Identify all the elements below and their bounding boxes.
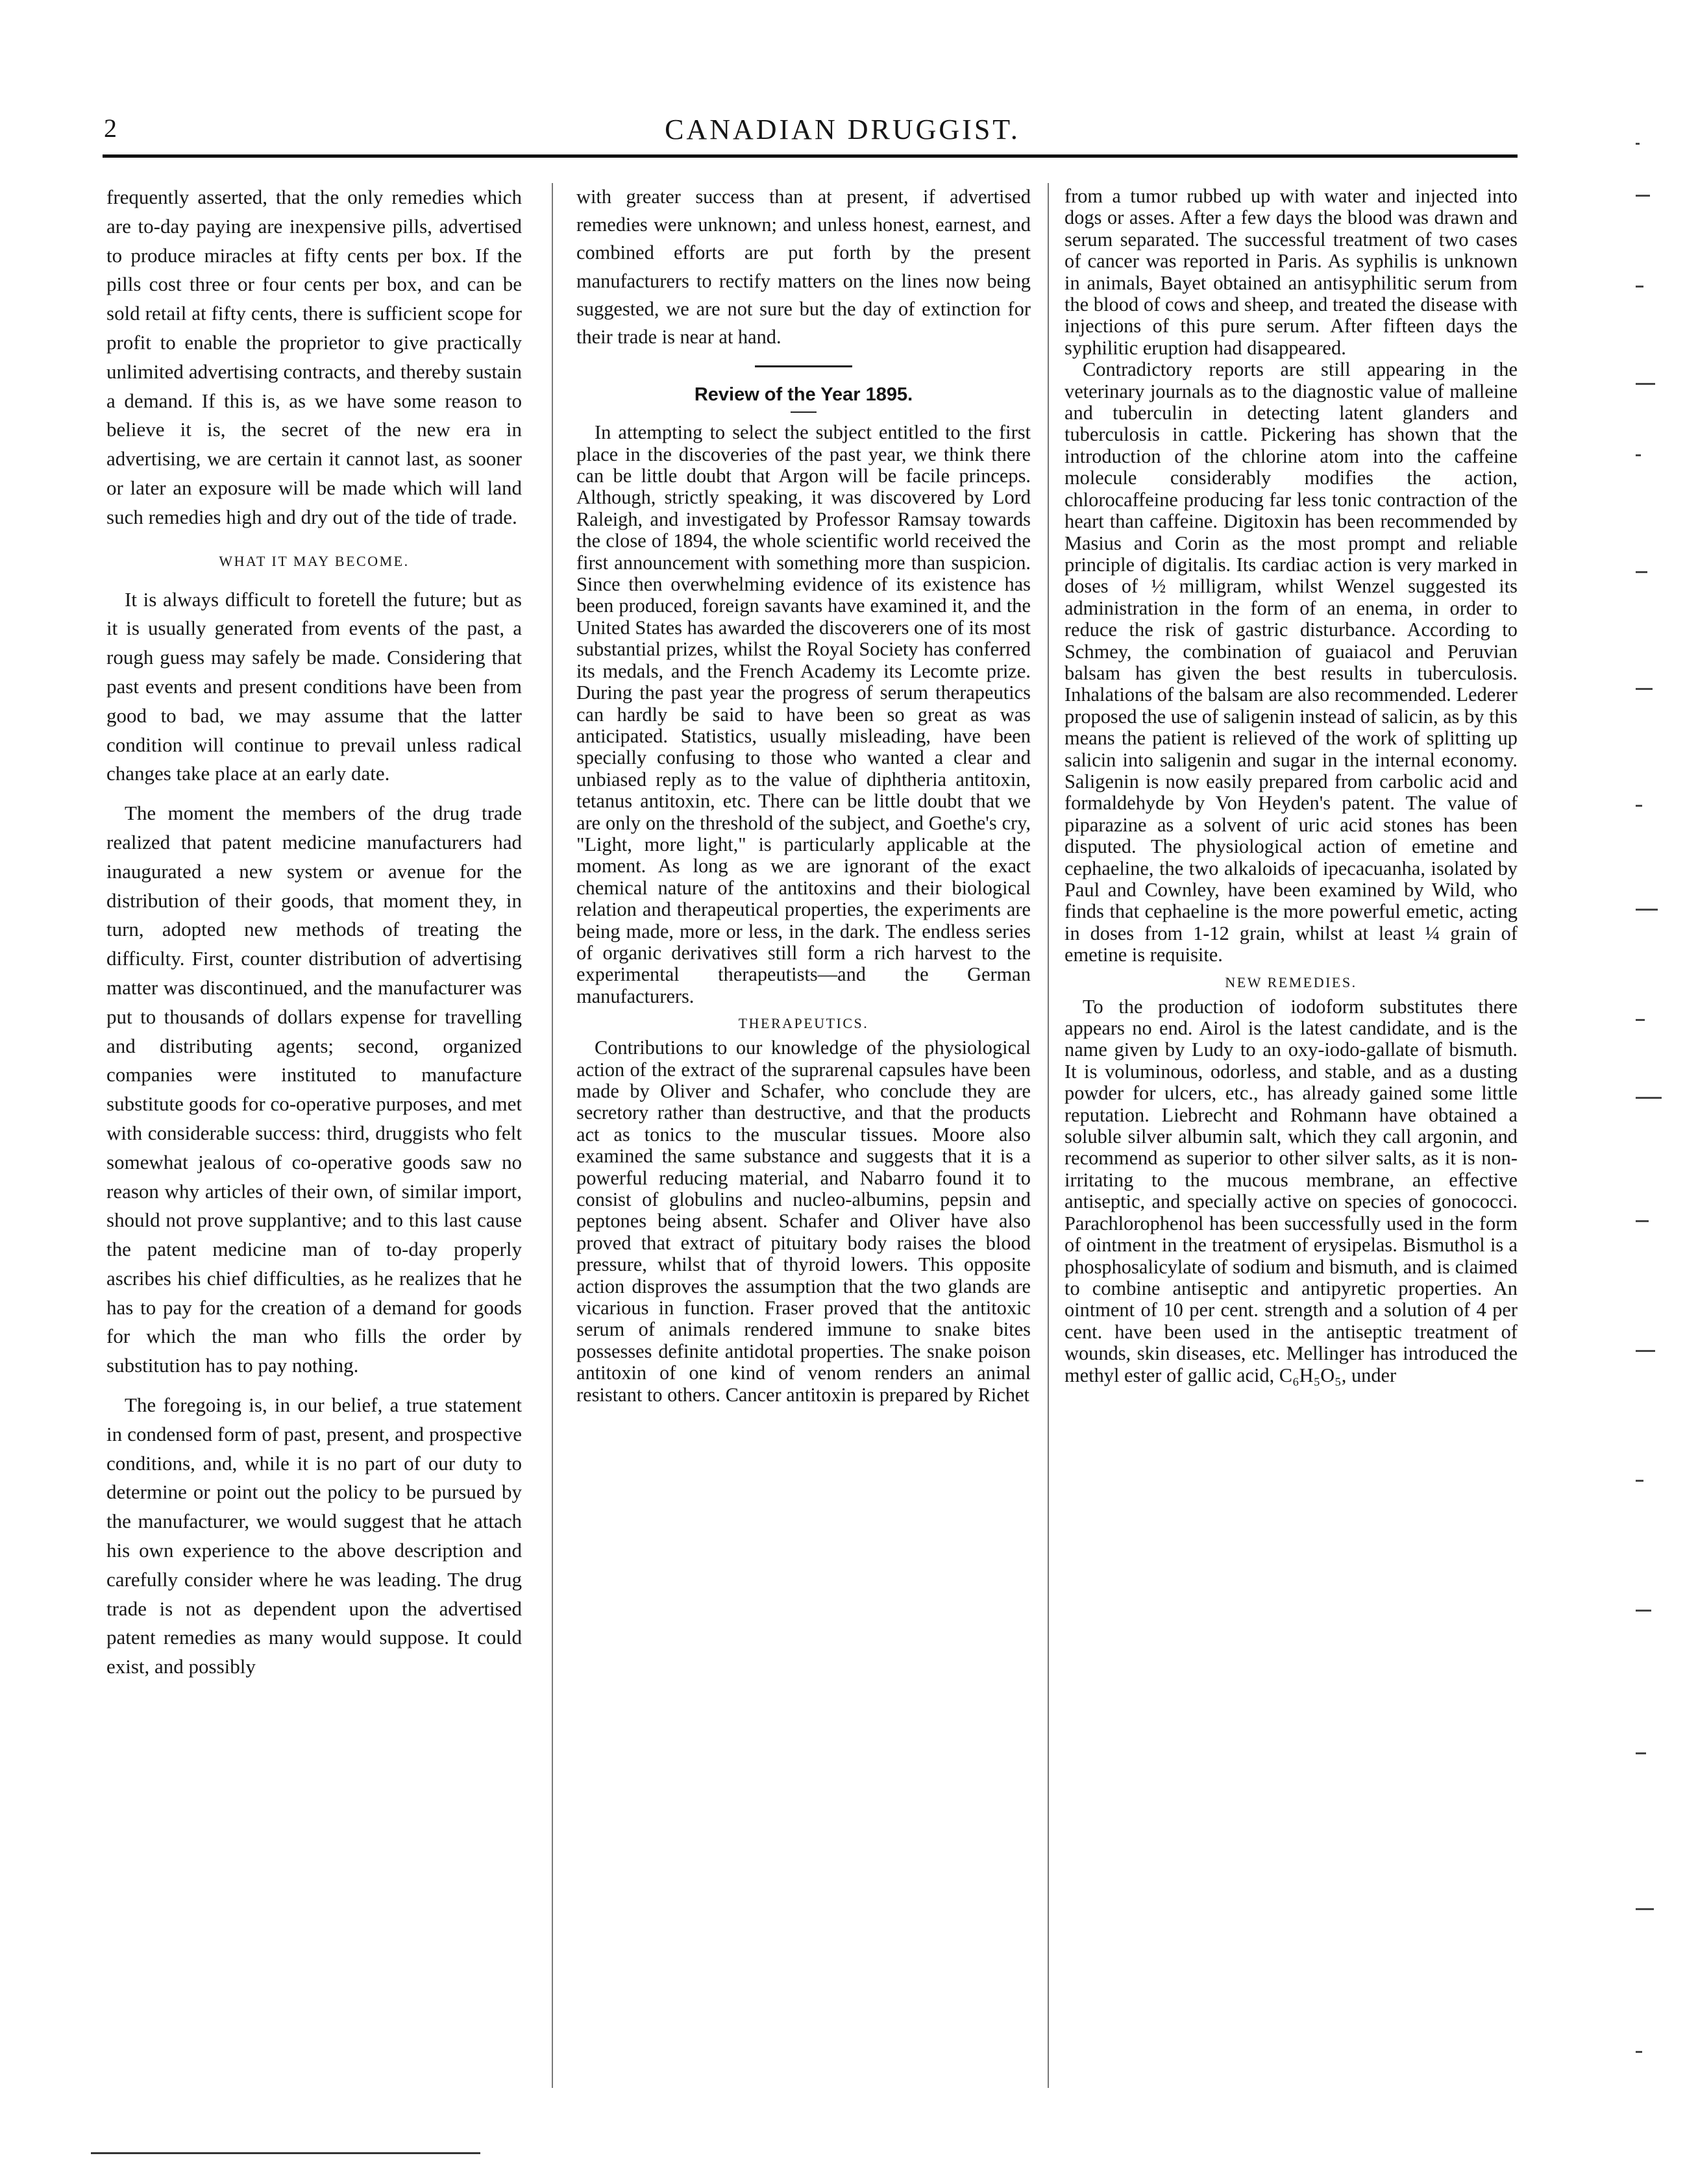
paragraph: from a tumor rubbed up with water and injected into dogs or asses. After a few days the blood was drawn and serum separated. The successful treatment of two cases of cancer was reported in Paris. As syphilis is unknown in animals, Bayet obtained an antisyphilitic serum from the blood of cows and sheep, and treated the disease with injections of this pure serum. After fifteen days the syphilitic eruption had disappeared. [1064,185,1518,359]
paragraph: The foregoing is, in our belief, a true statement in condensed form of past, present, and prospective conditions, and, while it is no part of our duty to determine or point out the policy to be pursued by the manufacturer, we would suggest that he attach his own experience to the above description and carefully consider where he was leading. The drug trade is not as dependent upon the advertised patent remedies as many would suppose. It could exist, and possibly [106,1393,522,1678]
paragraph: In attempting to select the subject entitled to the first place in the discoveries of the past year, we think there can be little doubt that Argon will be facile princeps. Although, strictly speaking, it was discovered by Lord Raleigh, and investigated by Professor Ramsay towards the close of 1894, the whole scientific world received the first announcement with something more than suspicion. Since then overwhelming evidence of its existence has been produced, foreign savants have examined it, and the United States has awarded the discoverers one of its most substantial prizes, whilst the Royal Society has conferred its medals, and the French Academy its Lecomte prize. During the past year the progress of serum therapeutics can hardly be said to have been so great as was anticipated. Statistics, usually misleading, have been specially confusing to those who wanted a clear and unbiased reply as to the value of diphtheria antitoxin, tetanus antitoxin, etc. There can be little doubt that we are only on the threshold of the subject, and Goethe's cry, "Light, more light," is particularly applicable at the moment. As long as we are ignorant of the exact chemical nature of the antitoxins and their biological relation and therapeutical properties, the experiments are being made, more or less, in the dark. The endless series of organic derivatives still form a rich harvest to the experimental therapeutists—and the German manufacturers. [576,421,1031,1007]
column-3 [1064,186,1518,1386]
paragraph: frequently asserted, that the only remedies which are to-day paying are inexpensive pills, advertised to produce miracles at fifty cents per box. If the pills cost three or four cents per box, and can be sold retail at fifty cents, there is sufficient scope for profit to enable the proprietor to give practically unlimited advertising contracts, and thereby sustain a demand. If this is, as we have some reason to believe it is, the secret of the new era in advertising, we are certain it cannot last, as sooner or later an exposure will be made which will land such remedies high and dry out of the tide of trade. [106,186,522,528]
section-heading: WHAT IT MAY BECOME. [219,552,410,569]
column-1 [106,183,522,1682]
bottom-edge-rule [91,2152,480,2154]
paragraph: To the production of iodoform substitutes there appears no end. Airol is the latest candidate, and is the name given by Ludy to an oxy-iodo-gallate of bismuth. It is voluminous, odorless, and stable, and as a dusting powder for ulcers, etc., has already gained some little reputation. Liebrecht and Rohmann have obtained a soluble silver albumin salt, which they call argonin, and recommend as superior to other silver salts, as it is non-irritating to the mucous membrane, an effective antiseptic, and specially active on species of gonococci. Parachlorophenol has been successfully used in the form of ointment in the treatment of erysipelas. Bismuthol is a phosphosalicylate of sodium and bismuth, and is claimed to combine antiseptic and antipyretic properties. An ointment of 10 per cent. strength and a solution of 4 per cent. have been used in the antiseptic treatment of wounds, skin diseases, etc. Mellinger has introduced the methyl ester of gallic acid, C₆H₅O₅, under [1064,995,1518,1386]
section-rule [755,365,852,367]
article-title: Review of the Year 1895. [694,384,913,406]
paragraph: Contradictory reports are still appearing in the veterinary journals as to the diagnostic value of malleine and tuberculin in detecting latent glanders and tuberculosis in cattle. Pickering has shown that the introduction of the chlorine atom into the caffeine molecule considerably modifies the action, chlorocaffeine producing far less tonic contraction of the heart than caffeine. Digitoxin has been recommended by Masius and Corin as the most prompt and reliable principle of digitalis. Its cardiac action is very marked in doses of ½ milligram, whilst Wenzel suggested its administration in the form of an enema, in order to reduce the risk of gastric disturbance. According to Schmey, the combination of guaiacol and Peruvian balsam has given the best results in tuberculosis. Inhalations of the balsam are also recommended. Lederer proposed the use of saligenin instead of salicin, as by this means the patient is relieved of the work of splitting up salicin into saligenin and sugar in the internal economy. Saligenin is now easily prepared from carbolic acid and formaldehyde by Von Heyden's patent. The value of piparazine as a solvent of uric acid stones has been disputed. The physiological action of emetine and cephaeline, the two alkaloids of ipecacuanha, isolated by Paul and Cownley, have been examined by Wild, who finds that cephaeline is the more powerful emetic, acting in doses from 1-12 grain, whilst at least ¼ grain of emetine is requisite. [1064,358,1518,966]
column-rule-1 [552,183,553,2088]
scan-edge-noise [1636,117,1668,2161]
running-head-title: CANADIAN DRUGGIST. [665,114,1020,145]
section-heading: NEW REMEDIES. [1225,974,1357,990]
section-heading: THERAPEUTICS. [738,1015,869,1032]
column-rule-2 [1048,183,1049,2088]
paragraph: The moment the members of the drug trade realized that patent medicine manufacturers had inaugurated a new system or avenue for the distribution of their goods, that moment they, in turn, adopted new methods of treating the difficulty. First, counter distribution of advertising matter was discontinued, and the manufacturer was put to thousands of dollars expense for travelling and distributing agents; second, organized companies were instituted to manufacture substitute goods for co-operative purposes, and met with considerable success: third, druggists who felt somewhat jealous of co-operative goods saw no reason why articles of their own, of similar import, should not prove supplantive; and to this last cause the patent medicine man of to-day properly ascribes his chief difficulties, as he realizes that he has to pay for the creation of a demand for goods for which the man who fills the order by substitution has to pay nothing. [106,802,522,1377]
header-rule [103,154,1518,158]
paragraph: It is always difficult to foretell the future; but as it is usually generated from events of the past, a rough guess may safely be made. Considering that past events and present conditions have been from good to bad, we may assume that the latter condition will continue to prevail unless radical changes take place at an early date. [106,587,522,785]
paragraph: with greater success than at present, if advertised remedies were unknown; and unless honest, earnest, and combined efforts are put forth by the present manufacturers to rectify matters on the lines now being suggested, we are not sure but the day of extinction for their trade is near at hand. [576,186,1031,349]
title-dash [791,411,817,413]
page-number: 2 [104,114,117,143]
paragraph: Contributions to our knowledge of the physiological action of the extract of the suprarenal capsules have been made by Oliver and Schafer, who conclude they are secretory rather than destructive, and that the products act as tonics to the muscular tissues. Moore also examined the same substance and suggests that it is a powerful reducing material, and Nabarro found it to consist of globulins and nucleo-albumins, pepsin and peptones being absent. Schafer and Oliver have also proved that extract of pituitary body raises the blood pressure, whilst that of thyroid lowers. This opposite action disproves the assumption that the two glands are vicarious in function. Fraser proved that the antitoxic serum of animals rendered immune to snake bites possesses definite antidotal properties. The snake poison antitoxin of one kind of venom renders an animal resistant to others. Cancer antitoxin is prepared by Richet [576,1037,1031,1406]
column-2 [576,183,1031,1406]
